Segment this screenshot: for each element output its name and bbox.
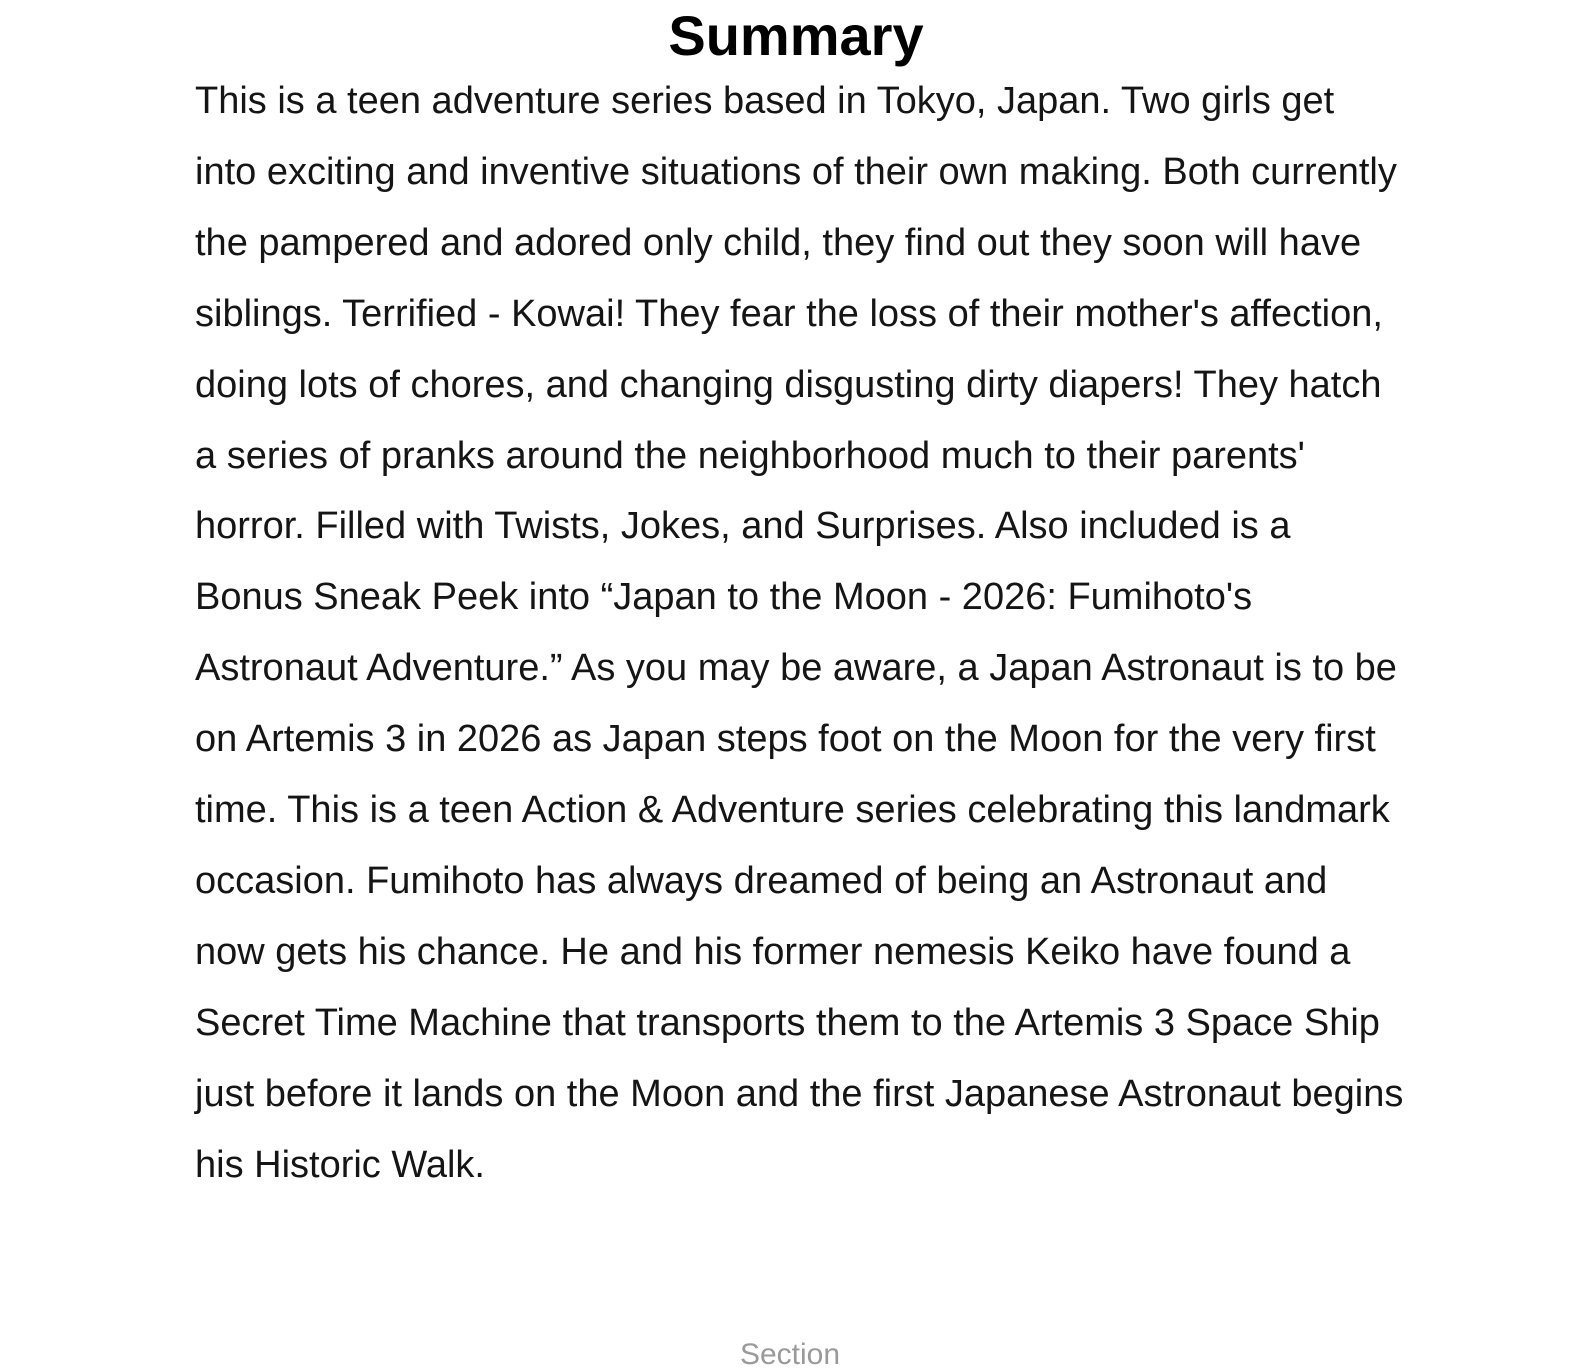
summary-paragraph: This is a teen adventure series based in Tokyo, Japan. Two girls get into exciting and inventive situations of their own making. Both currently the pampered and adored only child, they find out they soon will have siblings. Terrified - Kowai! They fear the loss of their mother's affection, doing lots of chores, and changing disgusting dirty diapers! They hatch a series of pranks around the neighborhood much to their parents' horror. Filled with Twists, Jokes, and Surprises. Also included is a Bonus Sneak Peek into “Japan to the Moon - 2026: Fumihoto's Astronaut Adventure.” As you may be aware, a Japan Astronaut is to be on Artemis 3 in 2026 as Japan steps foot on the Moon for the very first time. This is a teen Action & Adventure series celebrating this landmark occasion. Fumihoto has always dreamed of being an Astronaut and now gets his chance. He and his former nemesis Keiko have found a Secret Time Machine that transports them to the Artemis 3 Space Ship just before it lands on the Moon and the first Japanese Astronaut begins his Historic Walk. [195,80,1404,1186]
page-title: Summary [668,4,924,67]
next-section-label: Section [739,1338,841,1371]
